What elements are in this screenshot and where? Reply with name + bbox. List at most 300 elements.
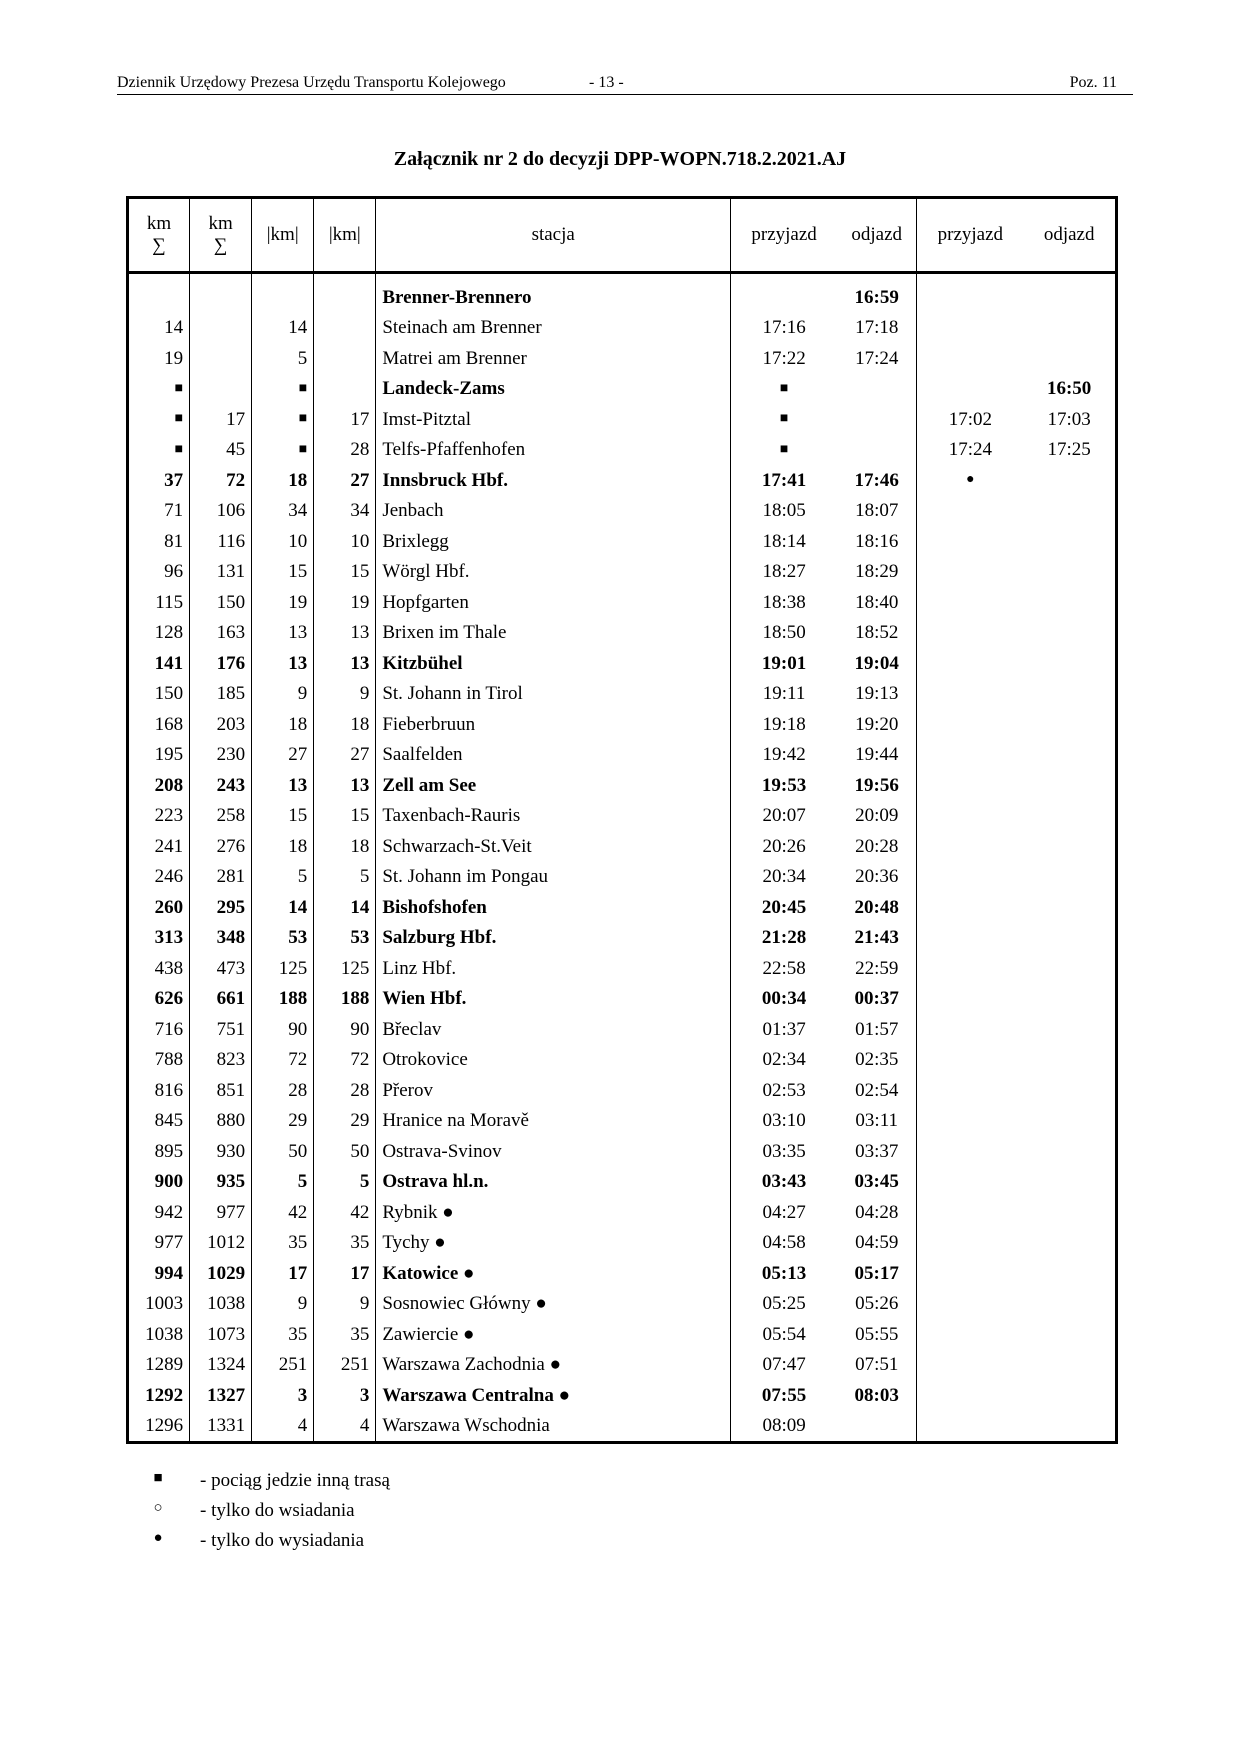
table-row: [128, 1045, 1117, 1076]
table-cell: [917, 1136, 1023, 1167]
table-cell: 845: [128, 1106, 190, 1137]
station-name-cell: Tychy ●: [376, 1228, 731, 1259]
table-cell: [190, 374, 252, 405]
table-cell: [917, 984, 1023, 1015]
table-cell: 22:59: [837, 953, 917, 984]
table-row: [128, 404, 1117, 435]
table-cell: 08:03: [837, 1380, 917, 1411]
table-cell: [1023, 801, 1116, 832]
table-cell: 13: [314, 648, 376, 679]
legend-text: - pociąg jedzie inną trasą: [200, 1470, 390, 1491]
table-cell: [1023, 526, 1116, 557]
table-row: [128, 709, 1117, 740]
table-cell: [128, 273, 190, 313]
station-name-cell: Jenbach: [376, 496, 731, 527]
station-name-cell: Salzburg Hbf.: [376, 923, 731, 954]
table-row: [128, 648, 1117, 679]
table-cell: [1023, 1289, 1116, 1320]
table-row: [128, 892, 1117, 923]
legend-text: - tylko do wsiadania: [200, 1500, 355, 1521]
page-header: [117, 72, 1133, 95]
table-row: [128, 557, 1117, 588]
table-cell: ■: [779, 380, 789, 396]
table-cell: [314, 273, 376, 313]
table-cell: [1023, 313, 1116, 344]
table-cell: ■: [252, 374, 314, 405]
table-cell: [1023, 587, 1116, 618]
table-cell: 02:34: [762, 1049, 806, 1071]
position-number: Poz. 11: [1069, 74, 1117, 91]
table-cell: [731, 273, 837, 313]
table-cell: 18: [252, 831, 314, 862]
table-cell: 4: [252, 1411, 314, 1443]
table-cell: 22:58: [762, 957, 806, 979]
page-number: - 13 -: [589, 74, 624, 91]
station-name-cell: St. Johann in Tirol: [376, 679, 731, 710]
table-cell: 03:11: [837, 1106, 917, 1137]
table-cell: 27: [314, 740, 376, 771]
table-cell: 50: [252, 1136, 314, 1167]
station-name-cell: Přerov: [376, 1075, 731, 1106]
table-cell: [1023, 831, 1116, 862]
table-cell: 16:59: [837, 273, 917, 313]
header-cell: km ∑: [190, 198, 252, 273]
station-name-cell: Hopfgarten: [376, 587, 731, 618]
table-cell: 04:58: [762, 1232, 806, 1254]
table-cell: 9: [314, 679, 376, 710]
table-cell: 10: [314, 526, 376, 557]
table-cell: 14: [128, 313, 190, 344]
table-cell: [917, 557, 1023, 588]
station-name-cell: Wörgl Hbf.: [376, 557, 731, 588]
table-cell: 251: [252, 1350, 314, 1381]
table-cell: [917, 1258, 1023, 1289]
table-cell: 17: [252, 1258, 314, 1289]
table-cell: 150: [128, 679, 190, 710]
table-cell: 20:45: [761, 896, 807, 918]
table-cell: 35: [314, 1228, 376, 1259]
table-cell: 37: [128, 465, 190, 496]
table-cell: [917, 1289, 1023, 1320]
station-name-cell: St. Johann im Pongau: [376, 862, 731, 893]
table-cell: [917, 801, 1023, 832]
table-cell: [917, 923, 1023, 954]
table-cell: 880: [190, 1106, 252, 1137]
legend-symbol: ■: [153, 1470, 163, 1486]
table-cell: 53: [314, 923, 376, 954]
table-cell: 03:43: [761, 1171, 807, 1193]
table-row: [128, 435, 1117, 466]
table-cell: [837, 374, 917, 405]
station-name-cell: Fieberbruun: [376, 709, 731, 740]
table-cell: [1023, 1136, 1116, 1167]
table-cell: 72: [314, 1045, 376, 1076]
table-cell: 1289: [128, 1350, 190, 1381]
table-cell: 04:59: [837, 1228, 917, 1259]
table-cell: 01:57: [837, 1014, 917, 1045]
table-cell: 5: [314, 1167, 376, 1198]
table-cell: [190, 313, 252, 344]
table-cell: 50: [314, 1136, 376, 1167]
legend-symbol: ○: [153, 1500, 163, 1516]
table-cell: [917, 1380, 1023, 1411]
station-name-cell: Ostrava-Svinov: [376, 1136, 731, 1167]
table-cell: 19:13: [837, 679, 917, 710]
station-name-cell: Warszawa Wschodnia: [376, 1411, 731, 1443]
table-cell: 18:16: [837, 526, 917, 557]
table-row: [128, 1014, 1117, 1045]
table-cell: 14: [252, 892, 314, 923]
table-cell: [917, 1014, 1023, 1045]
table-cell: 02:54: [837, 1075, 917, 1106]
table-cell: 03:10: [762, 1110, 806, 1132]
table-cell: [917, 1045, 1023, 1076]
table-cell: 208: [128, 770, 190, 801]
table-cell: 13: [314, 770, 376, 801]
table-cell: 930: [190, 1136, 252, 1167]
table-cell: 14: [314, 892, 376, 923]
table-cell: 19:44: [837, 740, 917, 771]
table-cell: 21:28: [761, 927, 807, 949]
table-cell: [917, 1167, 1023, 1198]
table-cell: 18: [314, 709, 376, 740]
table-cell: [1023, 862, 1116, 893]
table-cell: 35: [252, 1228, 314, 1259]
station-name-cell: Wien Hbf.: [376, 984, 731, 1015]
table-cell: 281: [190, 862, 252, 893]
table-row: [128, 374, 1117, 405]
table-cell: [917, 740, 1023, 771]
header-cell: przyjazd: [731, 198, 837, 273]
table-cell: [1023, 1380, 1116, 1411]
table-cell: 18:14: [762, 530, 806, 552]
header-cell: |km|: [252, 198, 314, 273]
table-cell: 17: [190, 404, 252, 435]
table-cell: [314, 313, 376, 344]
table-cell: 19:53: [761, 774, 807, 796]
table-row: [128, 1350, 1117, 1381]
table-cell: [1023, 1350, 1116, 1381]
table-cell: 07:47: [762, 1354, 806, 1376]
table-cell: 438: [128, 953, 190, 984]
table-cell: 18:40: [837, 587, 917, 618]
table-cell: 10: [252, 526, 314, 557]
table-row: [128, 984, 1117, 1015]
table-cell: 28: [252, 1075, 314, 1106]
table-cell: [1023, 984, 1116, 1015]
table-cell: [917, 496, 1023, 527]
table-cell: [252, 273, 314, 313]
table-cell: 42: [252, 1197, 314, 1228]
table-cell: [1023, 709, 1116, 740]
table-row: [128, 953, 1117, 984]
table-cell: 19:42: [762, 744, 806, 766]
table-cell: 03:35: [762, 1140, 806, 1162]
table-cell: [314, 374, 376, 405]
table-cell: 00:37: [837, 984, 917, 1015]
table-cell: 34: [252, 496, 314, 527]
table-cell: 02:35: [837, 1045, 917, 1076]
table-cell: 15: [314, 801, 376, 832]
table-cell: 72: [190, 465, 252, 496]
table-cell: [190, 343, 252, 374]
table-cell: 188: [314, 984, 376, 1015]
table-cell: 788: [128, 1045, 190, 1076]
table-cell: 81: [128, 526, 190, 557]
station-name-cell: Taxenbach-Rauris: [376, 801, 731, 832]
table-cell: 5: [252, 343, 314, 374]
table-cell: 20:28: [837, 831, 917, 862]
station-name-cell: Kitzbühel: [376, 648, 731, 679]
table-cell: 07:55: [761, 1384, 807, 1406]
table-cell: [1023, 1106, 1116, 1137]
station-name-cell: Imst-Pitztal: [376, 404, 731, 435]
table-cell: 20:09: [837, 801, 917, 832]
table-cell: ■: [779, 441, 789, 457]
table-row: [128, 1106, 1117, 1137]
table-cell: [917, 1228, 1023, 1259]
table-cell: ■: [128, 374, 190, 405]
station-name-cell: Brixlegg: [376, 526, 731, 557]
table-cell: 18:05: [762, 500, 806, 522]
table-cell: 90: [314, 1014, 376, 1045]
table-row: [128, 587, 1117, 618]
table-row: [128, 679, 1117, 710]
table-cell: [917, 273, 1023, 313]
table-cell: 17:18: [837, 313, 917, 344]
table-cell: 1324: [190, 1350, 252, 1381]
legend-text: - tylko do wysiadania: [200, 1530, 365, 1551]
table-cell: 348: [190, 923, 252, 954]
header-cell: odjazd: [837, 198, 917, 273]
table-cell: 28: [314, 1075, 376, 1106]
table-cell: 17:03: [1047, 408, 1091, 430]
table-cell: 141: [128, 648, 190, 679]
table-cell: [917, 313, 1023, 344]
station-name-cell: Zell am See: [376, 770, 731, 801]
table-cell: 14: [252, 313, 314, 344]
table-cell: 27: [314, 465, 376, 496]
table-cell: 942: [128, 1197, 190, 1228]
station-name-cell: Telfs-Pfaffenhofen: [376, 435, 731, 466]
table-cell: [917, 374, 1023, 405]
station-name-cell: Zawiercie ●: [376, 1319, 731, 1350]
table-cell: 1292: [128, 1380, 190, 1411]
table-cell: 751: [190, 1014, 252, 1045]
table-cell: 1073: [190, 1319, 252, 1350]
table-row: [128, 1197, 1117, 1228]
table-cell: 185: [190, 679, 252, 710]
table-cell: 260: [128, 892, 190, 923]
station-name-cell: Hranice na Moravě: [376, 1106, 731, 1137]
table-cell: 00:34: [761, 988, 807, 1010]
table-cell: [1023, 740, 1116, 771]
table-cell: 18:07: [837, 496, 917, 527]
table-cell: 17:16: [762, 317, 806, 339]
table-cell: 53: [252, 923, 314, 954]
table-cell: [837, 404, 917, 435]
table-cell: [1023, 1075, 1116, 1106]
table-cell: 5: [314, 862, 376, 893]
table-row: [128, 770, 1117, 801]
table-cell: [1023, 1167, 1116, 1198]
table-cell: [917, 1075, 1023, 1106]
table-cell: 19: [314, 587, 376, 618]
table-cell: 19:20: [837, 709, 917, 740]
table-cell: 188: [252, 984, 314, 1015]
table-row: [128, 1380, 1117, 1411]
table-cell: 9: [252, 1289, 314, 1320]
table-cell: 72: [252, 1045, 314, 1076]
table-row: [128, 1136, 1117, 1167]
table-cell: ■: [252, 435, 314, 466]
timetable-body: [128, 273, 1117, 1443]
table-cell: 125: [314, 953, 376, 984]
table-cell: 816: [128, 1075, 190, 1106]
table-cell: 02:53: [762, 1079, 806, 1101]
station-name-cell: Steinach am Brenner: [376, 313, 731, 344]
table-cell: 18:38: [762, 591, 806, 613]
table-cell: ■: [252, 404, 314, 435]
table-cell: 251: [314, 1350, 376, 1381]
table-cell: 243: [190, 770, 252, 801]
table-cell: 04:27: [762, 1201, 806, 1223]
table-row: [128, 1258, 1117, 1289]
table-cell: 13: [314, 618, 376, 649]
table-cell: 18:27: [762, 561, 806, 583]
table-row: [128, 273, 1117, 313]
table-cell: [1023, 1258, 1116, 1289]
table-cell: 17:02: [948, 408, 992, 430]
table-cell: 230: [190, 740, 252, 771]
table-cell: [1023, 953, 1116, 984]
table-cell: [917, 953, 1023, 984]
table-cell: [917, 892, 1023, 923]
table-cell: 195: [128, 740, 190, 771]
table-row: [128, 1228, 1117, 1259]
table-cell: 626: [128, 984, 190, 1015]
timetable-header-row: [128, 198, 1117, 273]
table-cell: 241: [128, 831, 190, 862]
table-cell: [917, 618, 1023, 649]
table-cell: [917, 1350, 1023, 1381]
table-cell: 17:24: [948, 439, 992, 461]
table-cell: 1327: [190, 1380, 252, 1411]
table-cell: 19: [128, 343, 190, 374]
table-cell: 150: [190, 587, 252, 618]
table-cell: 08:09: [762, 1415, 806, 1437]
table-cell: 19: [252, 587, 314, 618]
table-cell: 994: [128, 1258, 190, 1289]
station-name-cell: Otrokovice: [376, 1045, 731, 1076]
table-row: [128, 618, 1117, 649]
table-cell: 18: [252, 465, 314, 496]
table-cell: [1023, 770, 1116, 801]
table-cell: 1331: [190, 1411, 252, 1443]
table-cell: 05:25: [762, 1293, 806, 1315]
table-cell: 125: [252, 953, 314, 984]
table-cell: ■: [128, 435, 190, 466]
table-row: [128, 831, 1117, 862]
table-cell: 313: [128, 923, 190, 954]
table-cell: 05:54: [762, 1323, 806, 1345]
table-row: [128, 343, 1117, 374]
table-cell: 5: [252, 1167, 314, 1198]
table-row: [128, 526, 1117, 557]
table-cell: 29: [314, 1106, 376, 1137]
table-cell: 15: [314, 557, 376, 588]
table-cell: 35: [252, 1319, 314, 1350]
station-name-cell: Linz Hbf.: [376, 953, 731, 984]
table-cell: ●: [966, 472, 975, 488]
table-cell: 45: [190, 435, 252, 466]
table-cell: 223: [128, 801, 190, 832]
header-cell: przyjazd: [917, 198, 1023, 273]
table-cell: 71: [128, 496, 190, 527]
table-cell: 131: [190, 557, 252, 588]
journal-title: Dziennik Urzędowy Prezesa Urzędu Transportu Kolejowego: [117, 74, 506, 91]
table-cell: [837, 1411, 917, 1443]
header-cell: |km|: [314, 198, 376, 273]
table-cell: 3: [252, 1380, 314, 1411]
table-cell: [917, 343, 1023, 374]
table-cell: 17:25: [1047, 439, 1091, 461]
table-cell: 13: [252, 648, 314, 679]
table-cell: [1023, 465, 1116, 496]
table-cell: 03:37: [837, 1136, 917, 1167]
table-cell: 128: [128, 618, 190, 649]
table-row: [128, 862, 1117, 893]
table-cell: [1023, 1411, 1116, 1443]
table-cell: 19:56: [837, 770, 917, 801]
table-cell: 276: [190, 831, 252, 862]
table-cell: 04:28: [837, 1197, 917, 1228]
table-cell: [314, 343, 376, 374]
table-cell: [1023, 1197, 1116, 1228]
table-cell: [917, 679, 1023, 710]
table-cell: 18:52: [837, 618, 917, 649]
table-cell: [190, 273, 252, 313]
station-name-cell: Landeck-Zams: [376, 374, 731, 405]
table-cell: 246: [128, 862, 190, 893]
table-cell: 15: [252, 801, 314, 832]
table-cell: [1023, 343, 1116, 374]
table-cell: [837, 435, 917, 466]
table-cell: 977: [190, 1197, 252, 1228]
station-name-cell: Sosnowiec Główny ●: [376, 1289, 731, 1320]
table-cell: [917, 648, 1023, 679]
table-cell: [1023, 679, 1116, 710]
table-cell: 42: [314, 1197, 376, 1228]
table-cell: 28: [314, 435, 376, 466]
table-cell: 19:11: [762, 683, 806, 705]
table-cell: [917, 831, 1023, 862]
table-cell: 716: [128, 1014, 190, 1045]
table-cell: 18:50: [762, 622, 806, 644]
table-row: [128, 313, 1117, 344]
table-row: [128, 1411, 1117, 1443]
table-cell: 1038: [190, 1289, 252, 1320]
station-name-cell: Břeclav: [376, 1014, 731, 1045]
table-cell: 03:45: [837, 1167, 917, 1198]
table-cell: 19:18: [762, 713, 806, 735]
table-cell: [1023, 923, 1116, 954]
table-cell: 3: [314, 1380, 376, 1411]
table-cell: 1038: [128, 1319, 190, 1350]
station-name-cell: Saalfelden: [376, 740, 731, 771]
station-name-cell: Bishofshofen: [376, 892, 731, 923]
table-cell: [917, 770, 1023, 801]
